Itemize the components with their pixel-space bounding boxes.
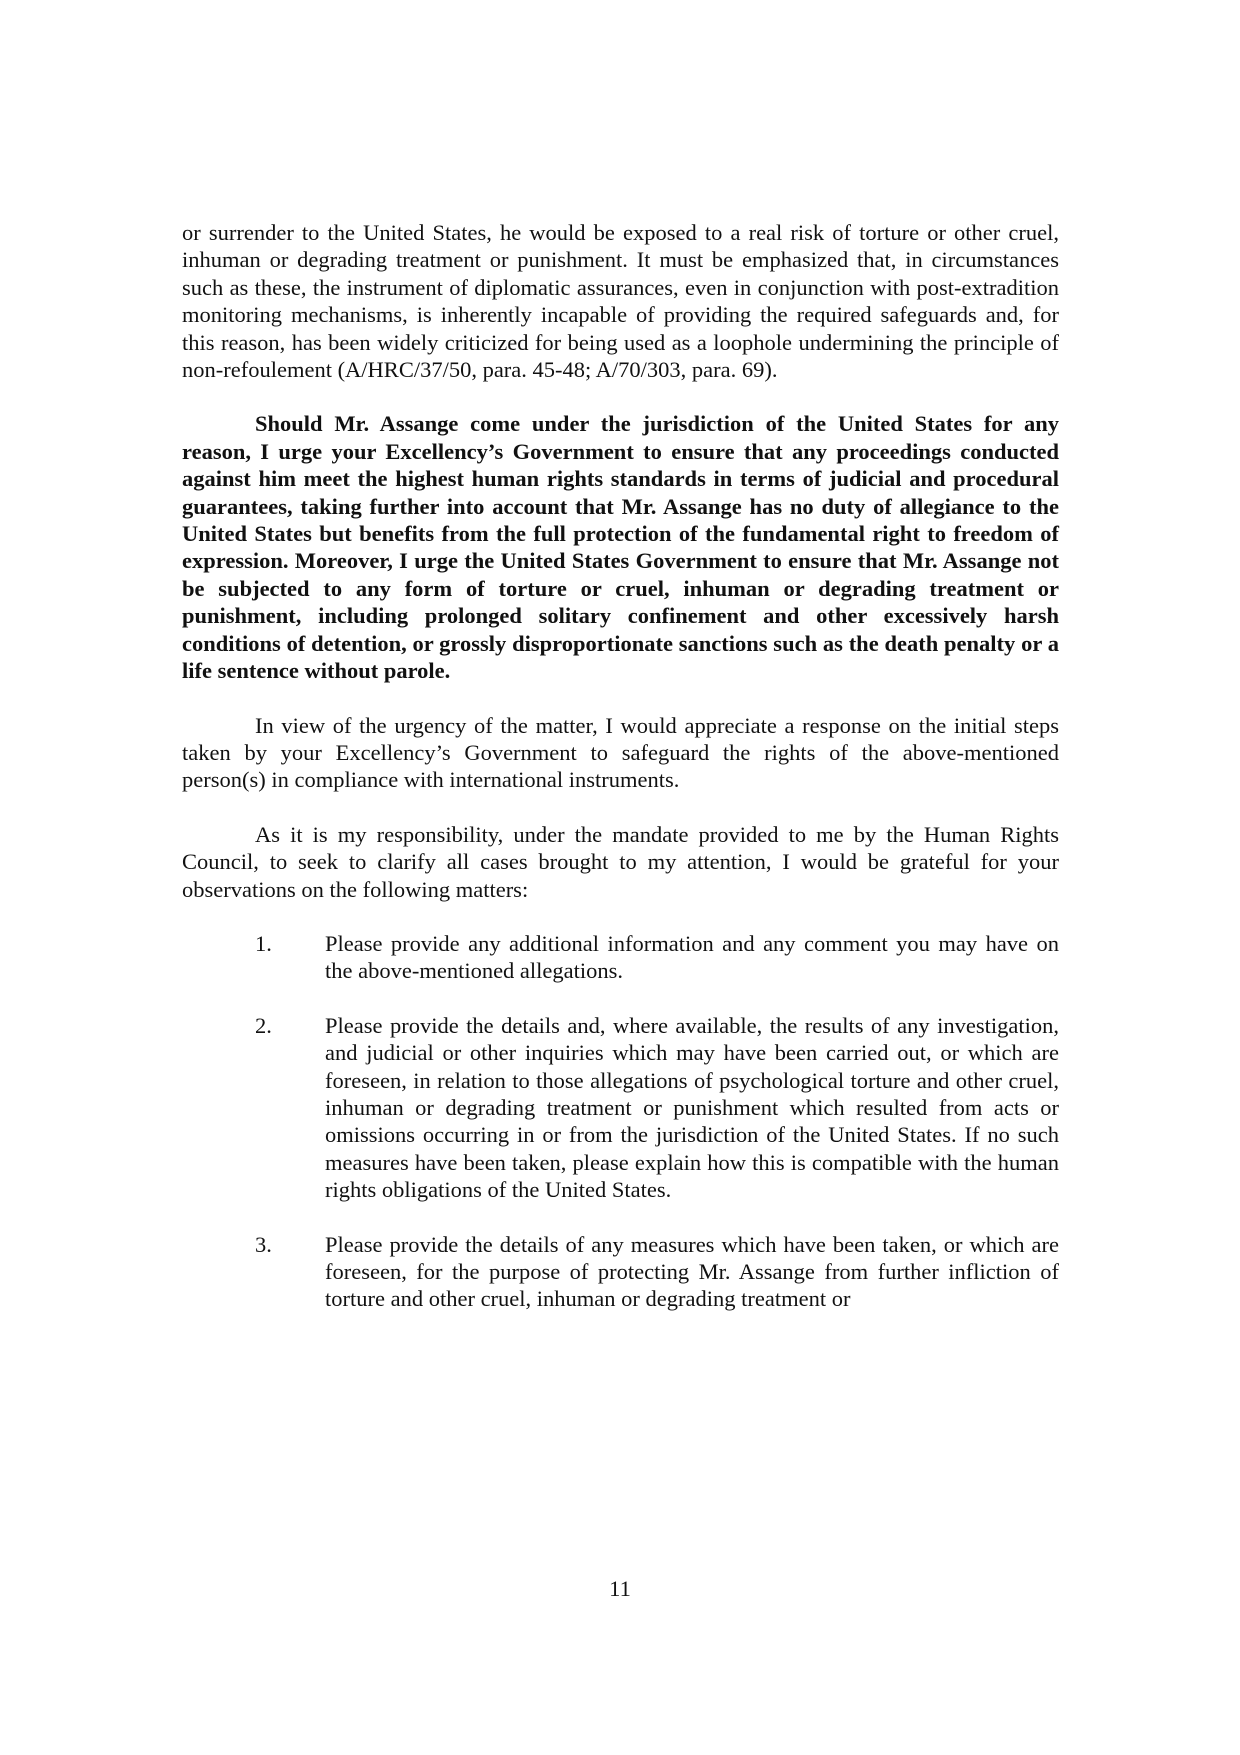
paragraph-non-refoulement: or surrender to the United States, he would be exposed to a real risk of torture or other cruel, inhuman or degrading treatment or punishment. It must be emphasized that, in circumstances such as these, the instrument of diplomatic assurances, even in conjunction with post-extradition monitoring mechanisms, is inherently incapable of providing the required safeguards and, for this reason, has been widely criticized for being used as a loophole undermining the principle of non-refoulement (A/HRC/37/50, para. 45-48; A/70/303, para. 69).: [182, 220, 1059, 383]
list-item: [182, 930, 1059, 985]
list-item-text: Please provide any additional information and any comment you may have on the above-mentioned allegations.: [325, 930, 1059, 984]
list-item: [182, 1012, 1059, 1204]
list-item-number: 2.: [255, 1012, 272, 1038]
list-item-text: Please provide the details and, where available, the results of any investigation, and judicial or other inquiries which may have been carried out, or which are foreseen, in relation to those allegations of psychological torture and other cruel, inhuman or degrading treatment or punishment which resulted from acts or omissions occurring in or from the jurisdiction of the United States. If no such measures have been taken, please explain how this is compatible with the human rights obligations of the United States.: [325, 1012, 1059, 1203]
paragraph-urgency: In view of the urgency of the matter, I would appreciate a response on the initial steps taken by your Excellency’s Government to safeguard the rights of the above-mentioned person(s) in compliance with international instruments.: [182, 712, 1059, 793]
list-item-text: Please provide the details of any measures which have been taken, or which are foreseen, for the purpose of protecting Mr. Assange from further infliction of torture and other cruel, inhuman or degrading treatment or: [325, 1231, 1059, 1312]
paragraph-urge-bold: Should Mr. Assange come under the jurisdiction of the United States for any reason, I urge your Excellency’s Government to ensure that any proceedings conducted against him meet the highest human rights standards in terms of judicial and procedural guarantees, taking further into account that Mr. Assange has no duty of allegiance to the United States but benefits from the full protection of the fundamental right to freedom of expression. Moreover, I urge the United States Government to ensure that Mr. Assange not be subjected to any form of torture or cruel, inhuman or degrading treatment or punishment, including prolonged solitary confinement and other excessively harsh conditions of detention, or grossly disproportionate sanctions such as the death penalty or a life sentence without parole.: [182, 411, 1059, 684]
list-item-number: 1.: [255, 930, 272, 956]
page-body: [182, 219, 1059, 1340]
list-item: [182, 1231, 1059, 1313]
list-item-number: 3.: [255, 1231, 272, 1257]
page-number: 11: [609, 1576, 631, 1601]
paragraph-mandate: As it is my responsibility, under the mandate provided to me by the Human Rights Council, to seek to clarify all cases brought to my attention, I would be grateful for your observations on the following matters:: [182, 821, 1059, 902]
matters-list: [182, 930, 1059, 1313]
